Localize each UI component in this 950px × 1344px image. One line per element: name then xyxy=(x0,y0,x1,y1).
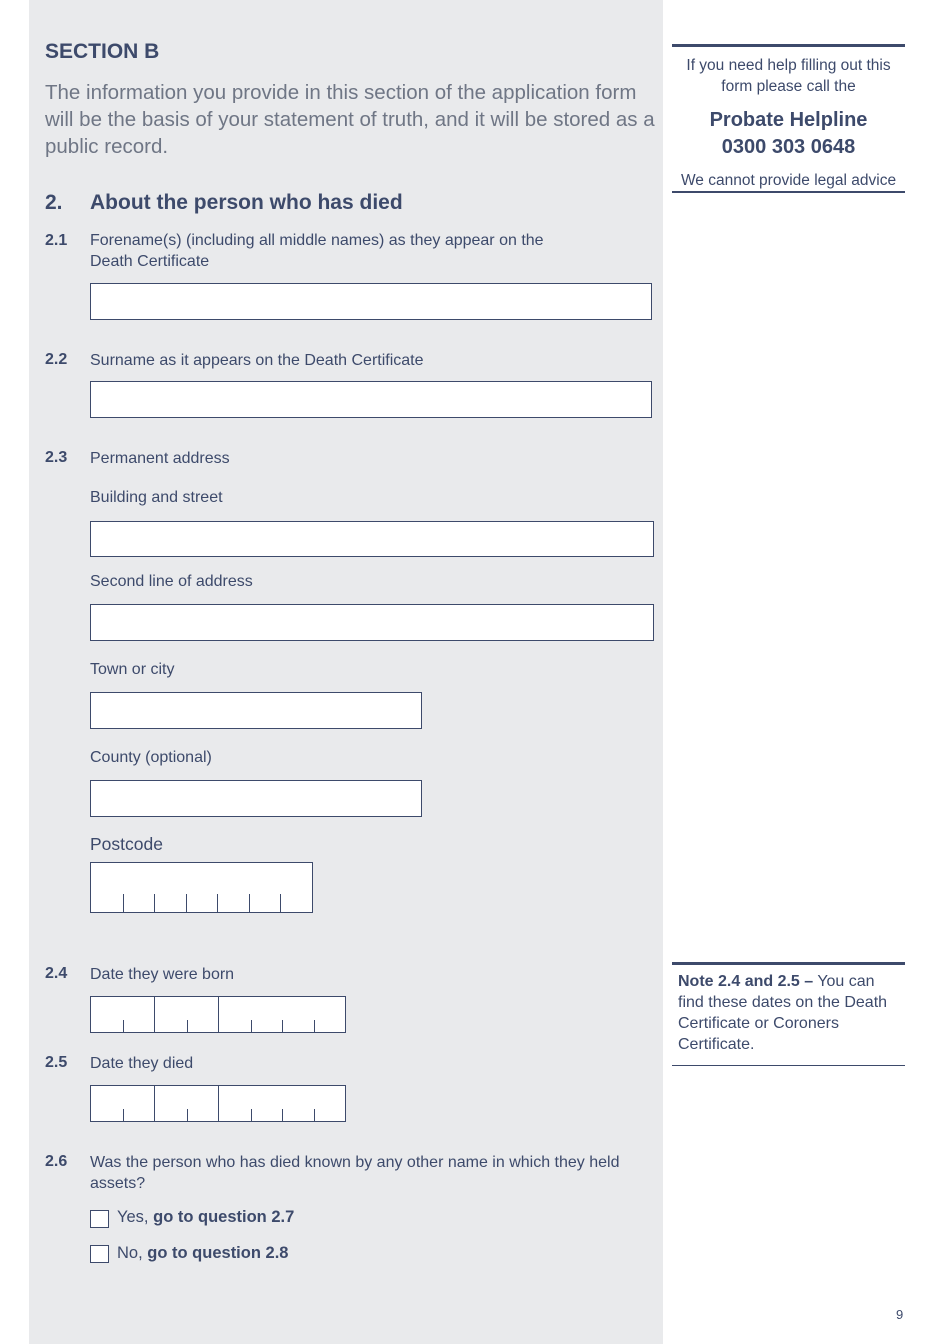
q2-2-label: Surname as it appears on the Death Certificate xyxy=(90,352,424,369)
question-title: About the person who has died xyxy=(90,191,403,214)
yes-option-label xyxy=(117,1208,294,1227)
postcode-field[interactable] xyxy=(90,862,313,913)
q2-6-label: Was the person who has died known by any other name in which they held assets? xyxy=(90,1154,620,1192)
helpline-intro: If you need help filling out this form please call the xyxy=(686,57,891,95)
town-field[interactable] xyxy=(90,692,422,729)
county-field[interactable] xyxy=(90,780,422,817)
q2-2-number: 2.2 xyxy=(45,351,68,368)
county-label: County (optional) xyxy=(90,749,212,766)
second-line-field[interactable] xyxy=(90,604,654,641)
surname-field[interactable] xyxy=(90,381,652,418)
note-title: Note 2.4 and 2.5 – xyxy=(678,973,814,990)
postcode-label: Postcode xyxy=(90,834,163,854)
yes-goto-instruction: go to question 2.7 xyxy=(153,1208,295,1226)
building-street-field[interactable] xyxy=(90,521,654,557)
second-line-label: Second line of address xyxy=(90,573,253,590)
q2-1-number: 2.1 xyxy=(45,232,68,249)
q2-5-number: 2.5 xyxy=(45,1054,68,1071)
no-prefix: No, xyxy=(117,1244,143,1262)
q2-3-number: 2.3 xyxy=(45,449,68,466)
helpline-box xyxy=(672,44,905,193)
helpline-phone: 0300 303 0648 xyxy=(721,136,856,158)
q2-4-number: 2.4 xyxy=(45,965,68,982)
q2-3-label: Permanent address xyxy=(90,450,230,467)
q2-4-label: Date they were born xyxy=(90,966,235,983)
no-checkbox[interactable] xyxy=(90,1245,109,1263)
no-option-label xyxy=(117,1244,288,1263)
q2-1-label: Forename(s) (including all middle names) as they appear on the Death Certificate xyxy=(90,232,544,270)
page-number: 9 xyxy=(896,1307,904,1322)
question-number: 2. xyxy=(45,191,63,214)
note-text: You can find these dates on the Death Certificate or Coroners Certificate. xyxy=(678,973,888,1053)
section-title: SECTION B xyxy=(45,40,160,63)
town-label: Town or city xyxy=(90,661,175,678)
no-goto-instruction: go to question 2.8 xyxy=(147,1244,289,1262)
q2-5-label: Date they died xyxy=(90,1055,194,1072)
forenames-field[interactable] xyxy=(90,283,652,320)
note-box xyxy=(672,962,905,1066)
yes-prefix: Yes, xyxy=(117,1208,149,1226)
building-street-label: Building and street xyxy=(90,489,223,506)
section-intro: The information you provide in this section of the application form will be the basis of your statement of truth, and it will be stored as a public record. xyxy=(45,81,655,158)
yes-checkbox[interactable] xyxy=(90,1210,109,1228)
helpline-name: Probate Helpline xyxy=(709,109,868,131)
q2-6-number: 2.6 xyxy=(45,1153,68,1170)
helpline-disclaimer: We cannot provide legal advice xyxy=(680,172,897,189)
